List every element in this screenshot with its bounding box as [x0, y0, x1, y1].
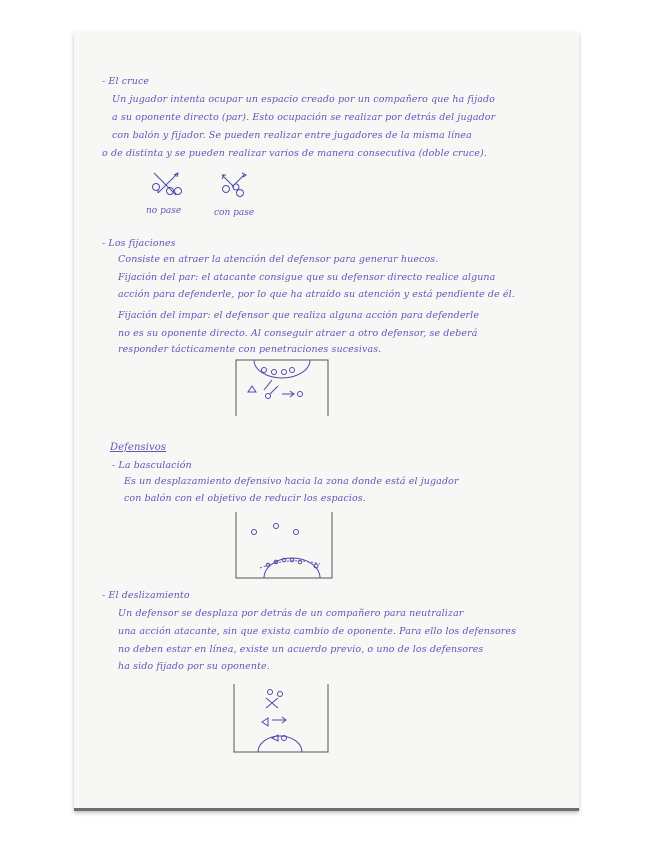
basculacion-court-sketch	[234, 510, 334, 580]
cruce-pass-sketch	[214, 167, 274, 207]
text-line: Un defensor se desplaza por detrás de un compañero para neutralizar	[118, 608, 464, 619]
defensivos-title: Defensivos	[110, 442, 167, 453]
text-line: Es un desplazamiento defensivo hacia la zona donde está el jugador	[124, 476, 459, 487]
text-line: Fijación del impar: el defensor que realiza alguna acción para defenderle	[118, 310, 480, 321]
text-line: una acción atacante, sin que exista cambio de oponente. Para ello los defensores	[118, 626, 517, 637]
text-line: no deben estar en línea, existe un acuerdo previo, o uno de los defensores	[118, 644, 484, 655]
heading-deslizamiento: - El deslizamiento	[102, 590, 190, 601]
fijaciones-court-sketch	[234, 358, 330, 418]
text-line: responder tácticamente con penetraciones sucesivas.	[118, 344, 382, 355]
text-line: ha sido fijado por su oponente.	[118, 661, 270, 672]
heading-fijaciones: - Los fijaciones	[102, 238, 176, 249]
text-line: acción para defenderle, por lo que ha atraído su atención y está pendiente de él.	[118, 289, 515, 300]
deslizamiento-court-sketch	[232, 682, 330, 754]
heading-cruce: - El cruce	[102, 76, 150, 87]
caption-no-pass: no pase	[146, 206, 182, 216]
text-line: con balón con el objetivo de reducir los espacios.	[124, 493, 366, 504]
text-line: a su oponente directo (par). Esto ocupación se realizar por detrás del jugador	[112, 112, 496, 123]
text-line: Consiste en atraer la atención del defensor para generar huecos.	[118, 254, 439, 265]
text-line: Fijación del par: el atacante consigue que su defensor directo realice alguna	[118, 272, 496, 283]
text-line: o de distinta y se pueden realizar varios de manera consecutiva (doble cruce).	[102, 148, 487, 159]
text-line: no es su oponente directo. Al conseguir atraer a otro defensor, se deberá	[118, 328, 478, 339]
cruce-no-pass-sketch	[144, 167, 204, 207]
caption-pass: con pase	[214, 208, 255, 218]
text-line: con balón y fijador. Se pueden realizar entre jugadores de la misma línea	[112, 130, 472, 141]
text-line: Un jugador intenta ocupar un espacio creado por un compañero que ha fijado	[112, 94, 496, 105]
notebook-page	[74, 32, 579, 811]
heading-basculacion: - La basculación	[112, 460, 192, 471]
